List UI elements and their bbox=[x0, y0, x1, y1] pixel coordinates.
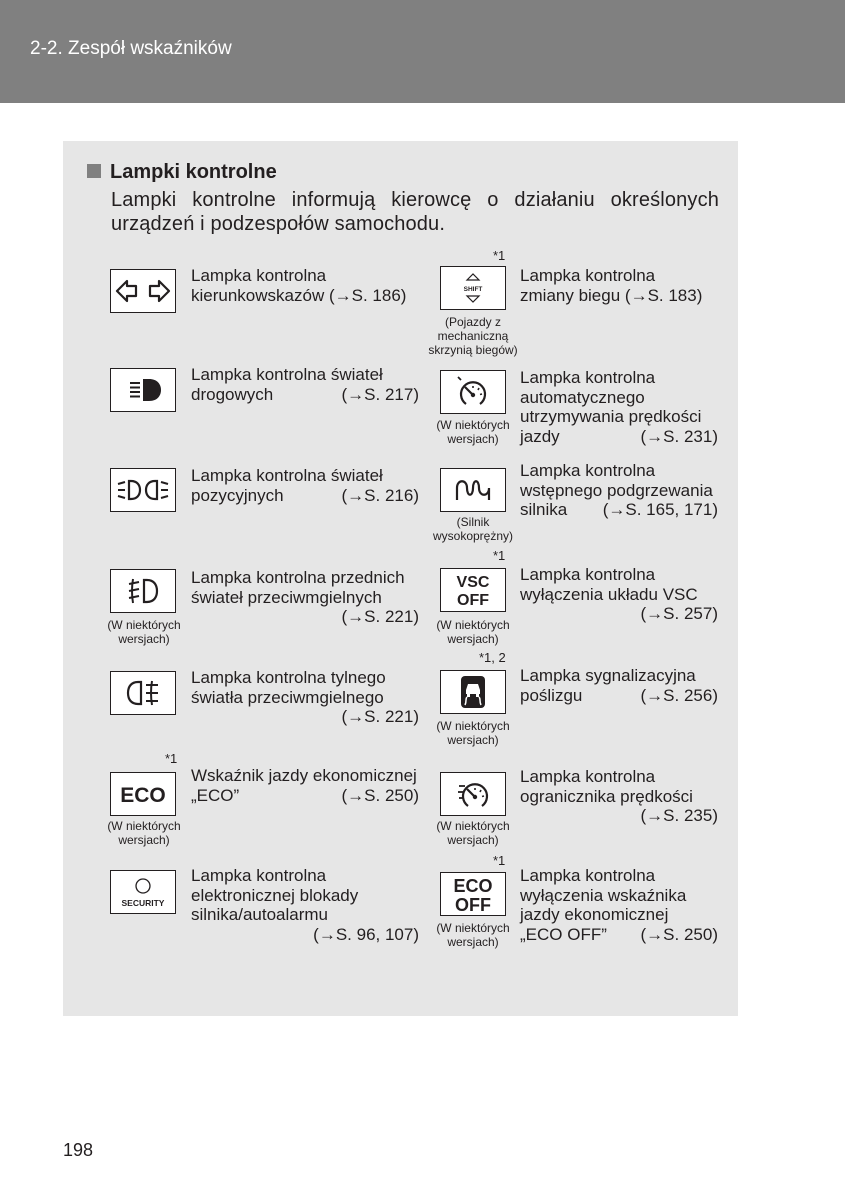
availability-note: (W niektórych wersjach) bbox=[436, 418, 510, 446]
position-lights-icon bbox=[110, 468, 176, 512]
speed-limiter-icon bbox=[440, 772, 506, 816]
chapter-title: 2-2. Zespół wskaźników bbox=[30, 38, 232, 59]
footnote-marker: *1 bbox=[165, 751, 178, 766]
availability-note: (Pojazdy z mechaniczną skrzynią biegów) bbox=[428, 315, 518, 357]
page-reference: (→S. 216) bbox=[341, 485, 419, 505]
page-reference: (→S. 221) bbox=[341, 707, 419, 726]
page-reference: (→S. 257) bbox=[640, 604, 718, 623]
chapter-header bbox=[0, 0, 845, 103]
page-reference: (→S. 186) bbox=[328, 285, 407, 305]
page-reference: (→S. 183) bbox=[624, 285, 703, 305]
availability-note: (W niektórych wersjach) bbox=[436, 618, 510, 646]
footnote-marker: *1 bbox=[493, 853, 506, 868]
section-intro: Lampki kontrolne informują kierowcę o działaniu określonych urządzeń i podzespołów samochodu. bbox=[111, 189, 719, 235]
light-label-vsc-off: Lampka kontrolna wyłączenia układu VSC (→S. 257) bbox=[520, 565, 718, 623]
rear-fog-light-icon bbox=[110, 671, 176, 715]
page-reference: (→S. 165, 171) bbox=[602, 500, 718, 519]
svg-text:VSC: VSC bbox=[456, 574, 490, 591]
svg-text:OFF: OFF bbox=[455, 895, 491, 915]
page-reference: (→S. 221) bbox=[341, 607, 419, 626]
light-label-turn-signal: Lampka kontrolna kierunkowskazów (→S. 186) bbox=[191, 266, 407, 305]
slip-indicator-icon bbox=[440, 670, 506, 714]
light-label-front-fog: Lampka kontrolna przednich świateł przeciwmgielnych (→S. 221) bbox=[191, 568, 419, 626]
light-label-glow-plug: Lampka kontrolna wstępnego podgrzewania silnika (→S. 165, 171) bbox=[520, 461, 718, 519]
section-heading bbox=[87, 161, 277, 184]
footnote-marker: *1 bbox=[493, 248, 506, 263]
availability-note: (W niektórych wersjach) bbox=[436, 921, 510, 949]
square-bullet-icon bbox=[87, 164, 101, 178]
page-number: 198 bbox=[63, 1140, 94, 1160]
eco-off-icon bbox=[440, 872, 506, 916]
footnote-marker: *1, 2 bbox=[479, 650, 506, 665]
light-label-position-lights: Lampka kontrolna świateł pozycyjnych (→S. 216) bbox=[191, 466, 419, 505]
page-reference: (→S. 231) bbox=[640, 426, 718, 446]
availability-note: (W niektórych wersjach) bbox=[107, 618, 181, 646]
light-label-cruise-control: Lampka kontrolna automatycznego utrzymywania prędkości jazdy (→S. 231) bbox=[520, 368, 718, 446]
svg-text:ECO: ECO bbox=[120, 784, 166, 807]
light-label-shift: Lampka kontrolna zmiany biegu (→S. 183) bbox=[520, 266, 703, 305]
light-label-speed-limiter: Lampka kontrolna ogranicznika prędkości (→S. 235) bbox=[520, 767, 718, 825]
glow-plug-icon bbox=[440, 468, 506, 512]
svg-text:SECURITY: SECURITY bbox=[121, 898, 165, 908]
section-title: Lampki kontrolne bbox=[110, 161, 277, 183]
light-label-high-beam: Lampka kontrolna świateł drogowych (→S. 217) bbox=[191, 365, 419, 404]
eco-indicator-icon bbox=[110, 772, 176, 816]
page-reference: (→S. 96, 107) bbox=[313, 924, 419, 944]
light-label-eco-off: Lampka kontrolna wyłączenia wskaźnika jazdy ekonomicznej „ECO OFF” (→S. 250) bbox=[520, 866, 718, 944]
security-indicator-icon bbox=[110, 870, 176, 914]
availability-note: (W niektórych wersjach) bbox=[436, 719, 510, 747]
footnote-marker: *1 bbox=[493, 548, 506, 563]
availability-note: (Silnik wysokoprężny) bbox=[432, 515, 514, 543]
page-reference: (→S. 250) bbox=[341, 785, 419, 805]
vsc-off-icon bbox=[440, 568, 506, 612]
svg-text:SHIFT: SHIFT bbox=[463, 286, 483, 293]
light-label-security: Lampka kontrolna elektronicznej blokady silnika/autoalarmu (→S. 96, 107) bbox=[191, 866, 419, 944]
shift-indicator-icon bbox=[440, 266, 506, 310]
availability-note: (W niektórych wersjach) bbox=[436, 819, 510, 847]
front-fog-light-icon bbox=[110, 569, 176, 613]
turn-signal-arrows-icon bbox=[110, 269, 176, 313]
page-reference: (→S. 235) bbox=[640, 806, 718, 825]
page-reference: (→S. 217) bbox=[341, 384, 419, 404]
page-reference: (→S. 250) bbox=[640, 924, 718, 944]
page-reference: (→S. 256) bbox=[640, 685, 718, 705]
light-label-eco: Wskaźnik jazdy ekonomicznej „ECO” (→S. 250) bbox=[191, 766, 419, 805]
light-label-rear-fog: Lampka kontrolna tylnego światła przeciwmgielnego (→S. 221) bbox=[191, 668, 419, 726]
cruise-control-icon bbox=[440, 370, 506, 414]
svg-text:ECO: ECO bbox=[453, 876, 493, 896]
high-beam-icon bbox=[110, 368, 176, 412]
svg-text:OFF: OFF bbox=[457, 592, 489, 609]
availability-note: (W niektórych wersjach) bbox=[107, 819, 181, 847]
light-label-slip: Lampka sygnalizacyjna poślizgu (→S. 256) bbox=[520, 666, 718, 705]
